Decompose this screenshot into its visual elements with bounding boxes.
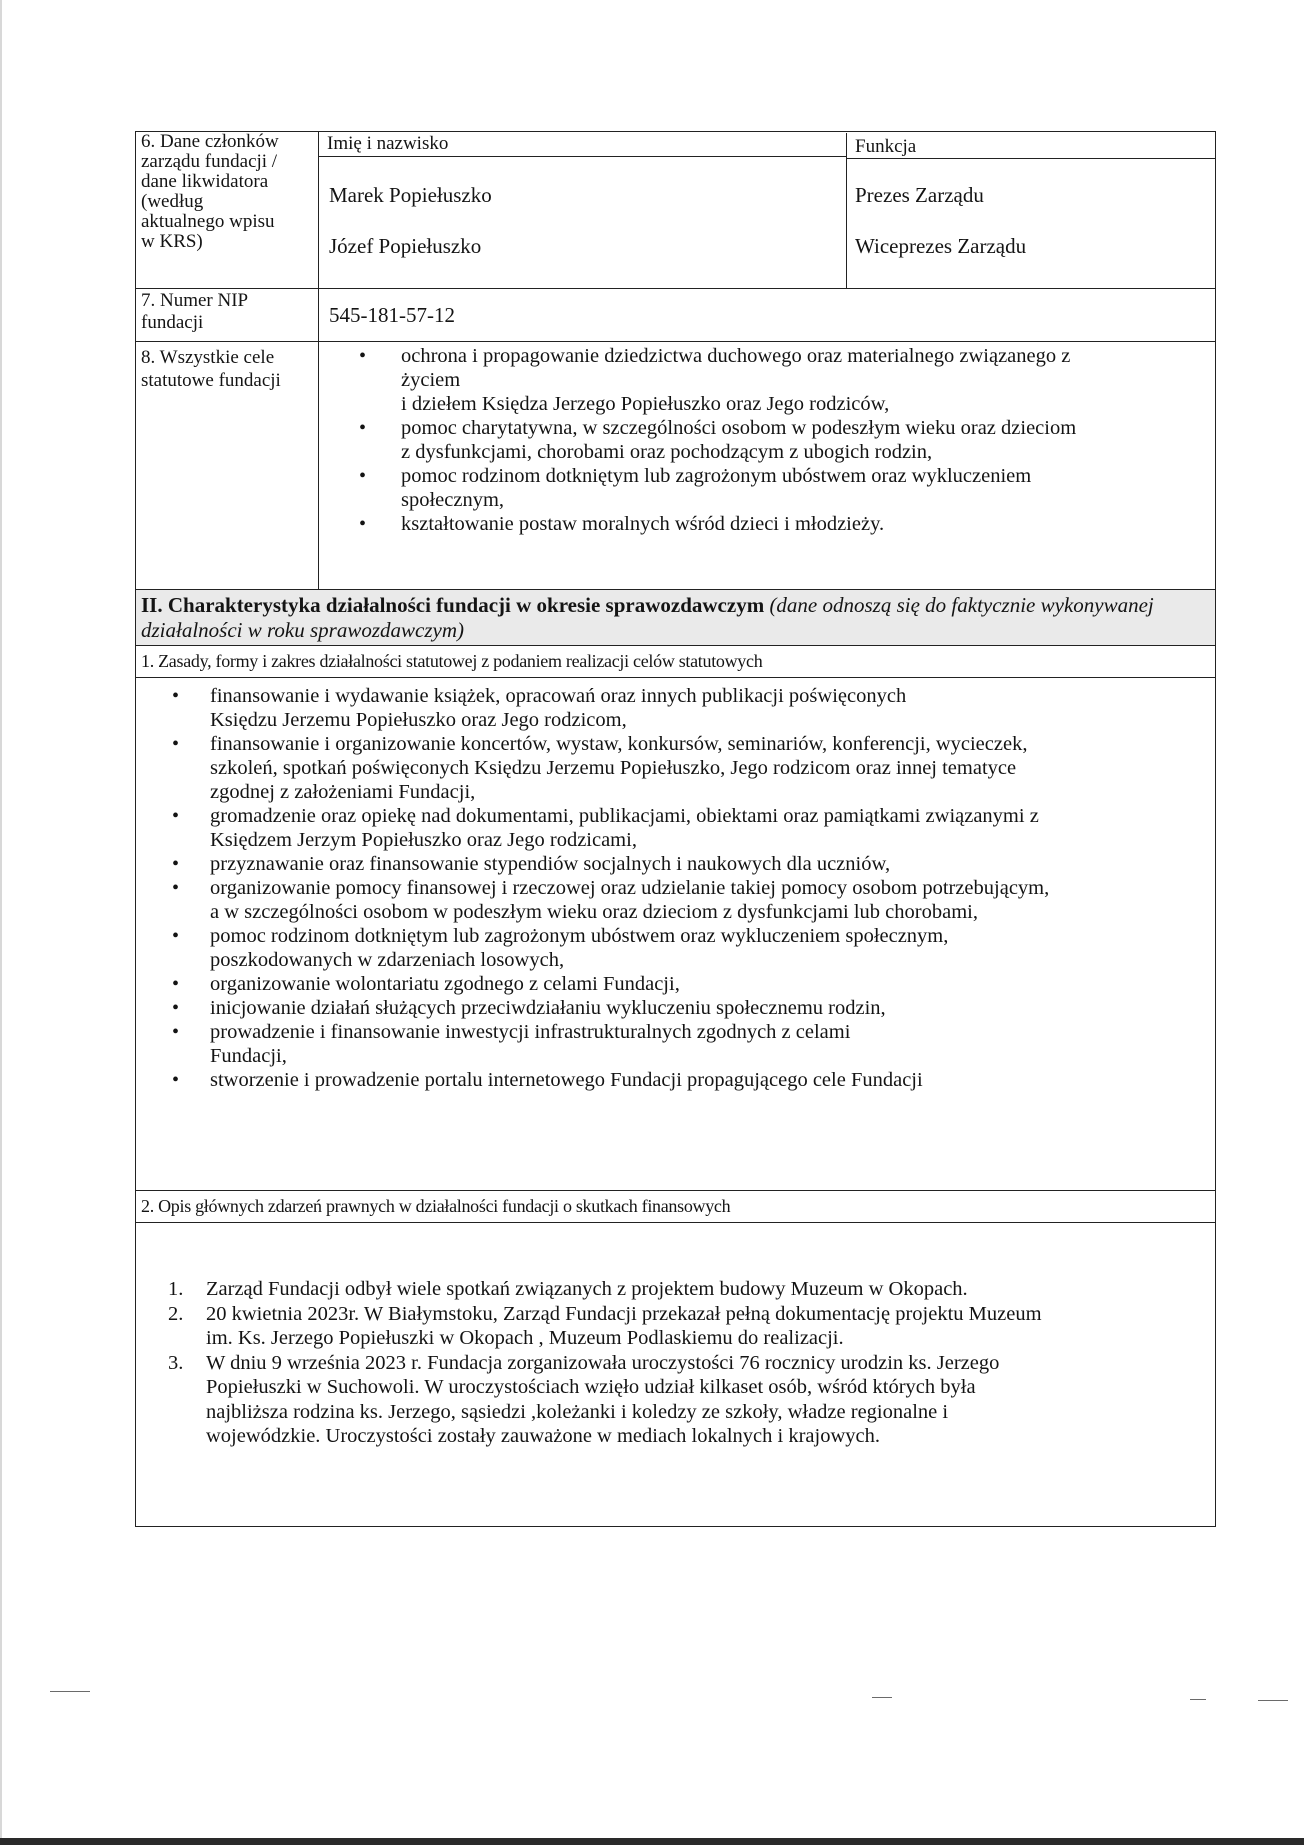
activity-line: • organizowanie pomocy finansowej i rzeczowej oraz udzielanie takiej pomocy osobom potrzebującym, [210,877,1050,899]
activity-item [172,732,1215,804]
label-line: zarządu fundacji / [141,151,278,172]
goal-item [359,464,1215,512]
member-functions-cell [846,159,1215,289]
nip-row [135,288,1216,341]
goal-line: życiem [401,369,461,391]
statutory-goals-list [319,344,1215,536]
goal-line: • kształtowanie postaw moralnych wśród dzieci i młodzieży. [401,513,885,535]
activity-item [172,1068,1215,1092]
activity-line: Księdzem Jerzym Popiełuszko oraz Jego rodzicami, [210,829,637,851]
activity-line: • finansowanie i organizowanie koncertów, wystaw, konkursów, seminariów, konferencji, wycieczek, [210,733,1028,755]
activity-item [172,684,1215,732]
event-number: 3. [168,1351,184,1374]
nip-value: 545-181-57-12 [329,303,455,327]
member-name: Józef Popiełuszko [329,234,482,258]
label-line: (według [141,191,204,212]
column-header-name: Imię i nazwisko [319,132,846,157]
activity-line: Księdzu Jerzemu Popiełuszko oraz Jego rodzicom, [210,709,627,731]
activity-line: • pomoc rodzinom dotkniętym lub zagrożonym ubóstwem oraz wykluczeniem społecznym, [210,925,949,947]
label-line: dane likwidatora [141,171,269,192]
label-line: 7. Numer NIP [141,290,249,311]
goal-line: • pomoc charytatywna, w szczególności osobom w podeszłym wieku oraz dzieciom [401,417,1077,439]
scan-artifact [1258,1700,1288,1701]
goal-line: • ochrona i propagowanie dziedzictwa duchowego oraz materialnego związanego z [401,345,1071,367]
statutory-goals-label [136,342,319,590]
activities-header: 1. Zasady, formy i zakres działalności statutowej z podaniem realizacji celów statutowych [135,645,1216,677]
goal-item [359,416,1215,464]
event-line: Zarząd Fundacji odbył wiele spotkań związanych z projektem budowy Muzeum w Okopach. [206,1278,968,1300]
activity-line: • inicjowanie działań służących przeciwdziałaniu wykluczeniu społecznemu rodzin, [210,997,886,1019]
scan-artifact [50,1691,90,1692]
activity-item [172,804,1215,852]
nip-label [136,289,319,342]
member-name: Marek Popiełuszko [329,183,492,207]
activities-cell [135,677,1216,1190]
event-item [168,1302,1215,1351]
activity-item [172,924,1215,972]
label-line: statutowe fundacji [141,370,281,391]
event-line: wojewódzkie. Uroczystości zostały zauważone w mediach lokalnych i krajowych. [206,1425,880,1447]
activity-line: Fundacji, [210,1045,287,1067]
legal-events-header: 2. Opis głównych zdarzeń prawnych w działalności fundacji o skutkach finansowych [135,1190,1216,1222]
column-header-function: Funkcja [846,133,1215,159]
label-line: w KRS) [141,231,203,252]
activity-line: • gromadzenie oraz opiekę nad dokumentami, publikacjami, obiektami oraz pamiątkami związanymi z [210,805,1039,827]
activity-item [172,1020,1215,1068]
goal-line: z dysfunkcjami, chorobami oraz pochodzącym z ubogich rodzin, [401,441,933,463]
activity-line: • finansowanie i wydawanie książek, opracowań oraz innych publikacji poświęconych [210,685,907,707]
activity-item [172,996,1215,1020]
activity-line: zgodnej z założeniami Fundacji, [210,781,476,803]
legal-events-cell [135,1222,1216,1527]
event-item [168,1351,1215,1449]
event-line: im. Ks. Jerzego Popiełuszki w Okopach , Muzeum Podlaskiemu do realizacji. [206,1327,844,1349]
label-line: fundacji [141,312,204,333]
activity-line: • organizowanie wolontariatu zgodnego z celami Fundacji, [210,973,680,995]
section-ii-header [135,589,1216,645]
label-line: 6. Dane członków [141,131,279,152]
activity-item [172,876,1215,924]
member-names-cell [319,157,846,289]
section-ii-note: (dane odnoszą się do faktycznie wykonywanej działalności w roku sprawozdawczym) [141,593,1154,642]
event-number: 1. [168,1278,184,1300]
scan-artifact [872,1697,892,1698]
event-item [168,1277,1215,1302]
activity-line: • przyznawanie oraz finansowanie stypendiów socjalnych i naukowych dla uczniów, [210,853,891,875]
activity-line: a w szczególności osobom w podeszłym wieku oraz dzieciom z dysfunkcjami lub chorobami, [210,901,978,923]
label-line: 8. Wszystkie cele [141,347,275,368]
page-edge [0,0,2,1845]
member-function: Wiceprezes Zarządu [855,234,1027,258]
label-line: aktualnego wpisu [141,211,275,232]
scan-artifact [1190,1699,1206,1700]
event-line: 20 kwietnia 2023r. W Białymstoku, Zarząd Fundacji przekazał pełną dokumentację projektu Muzeum [206,1302,1042,1325]
activity-line: poszkodowanych w zdarzeniach losowych, [210,949,565,971]
statutory-goals-row [135,341,1216,589]
activity-line: • stworzenie i prowadzenie portalu internetowego Fundacji propagującego cele Fundacji [210,1069,923,1091]
event-line: Popiełuszki w Suchowoli. W uroczystościach wzięło udział kilkaset osób, wśród których była [206,1376,976,1398]
goal-line: i dziełem Księdza Jerzego Popiełuszko oraz Jego rodziców, [401,393,890,415]
goal-line: • pomoc rodzinom dotkniętym lub zagrożonym ubóstwem oraz wykluczeniem [401,465,1032,487]
goal-item [359,344,1215,416]
activity-item [172,972,1215,996]
goal-item [359,512,1215,536]
report-table [135,131,1216,1527]
activity-line: • prowadzenie i finansowanie inwestycji infrastrukturalnych zgodnych z celami [210,1021,851,1043]
activity-item [172,852,1215,876]
event-number: 2. [168,1302,184,1325]
activity-line: szkoleń, spotkań poświęconych Księdzu Jerzemu Popiełuszko, Jego rodzicom oraz innej tematyce [210,757,1017,779]
section-ii-title: II. Charakterystyka działalności fundacji w okresie sprawozdawczym [141,593,765,617]
member-function: Prezes Zarządu [855,183,984,207]
event-line: najbliższa rodzina ks. Jerzego, sąsiedzi ,koleżanki i koledzy ze szkoły, władze regionalne i [206,1400,949,1423]
goal-line: społecznym, [401,489,505,511]
scan-bottom-edge [0,1838,1304,1845]
board-members-row [135,131,1216,288]
event-line: W dniu 9 września 2023 r. Fundacja zorganizowała uroczystości 76 rocznicy urodzin ks. Jerzego [206,1351,1000,1374]
board-members-label [136,132,319,289]
